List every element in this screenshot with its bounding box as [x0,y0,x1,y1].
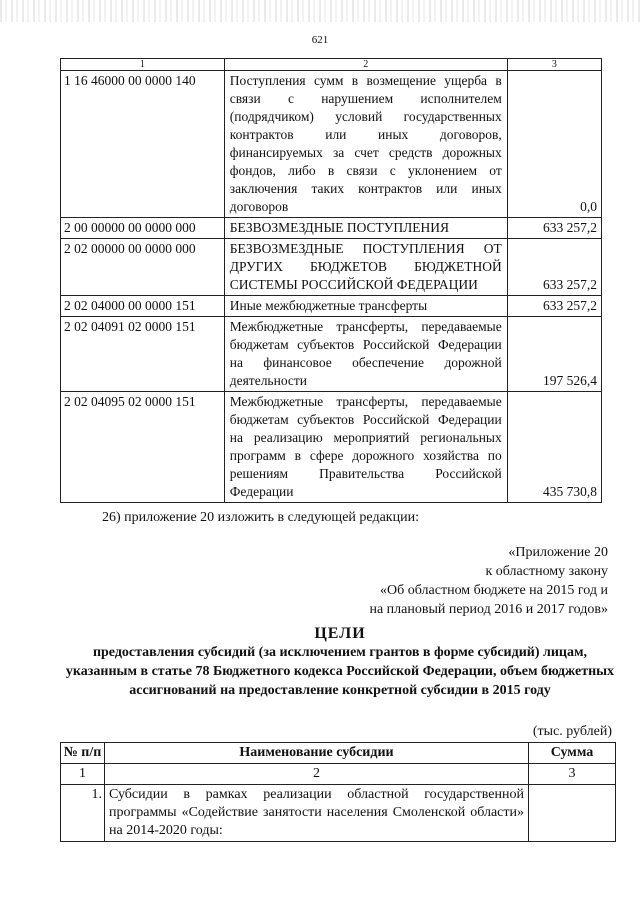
revenue-name: БЕЗВОЗМЕЗДНЫЕ ПОСТУПЛЕНИЯ ОТ ДРУГИХ БЮДЖЕТОВ БЮДЖЕТНОЙ СИСТЕМЫ РОССИЙСКОЙ ФЕДЕРАЦИИ [224,239,507,296]
annex-line: «Приложение 20 [508,545,608,560]
amendment-item: 26) приложение 20 изложить в следующей редакции: [102,510,419,525]
budget-code: 2 00 00000 00 0000 000 [61,218,225,239]
page-number: 621 [311,34,329,46]
revenue-name: Иные межбюджетные трансферты [224,296,507,317]
subsidy-name: Субсидии в рамках реализации областной государственной программы «Содействие занятости населения Смоленской области» на 2014-2020 годы: [105,785,529,842]
title-heading: ЦЕЛИ [314,625,366,642]
budget-code: 2 02 04095 02 0000 151 [61,392,225,503]
subsidy-sum [529,785,616,842]
budget-code: 2 02 04091 02 0000 151 [61,317,225,392]
revenue-name: Межбюджетные трансферты, передаваемые бюджетам субъектов Российской Федерации на реализацию мероприятий региональных программ в сфере дорожного хозяйства по решениям Правительства Российской Федерации [224,392,507,503]
index-cell: 3 [529,764,616,785]
budget-code: 2 02 00000 00 0000 000 [61,239,225,296]
col-header-name: Наименование субсидии [105,743,529,764]
col-header-2: 2 [224,59,507,71]
table-row [61,317,602,392]
unit-note: (тыс. рублей) [532,724,612,739]
revenue-name: Поступления сумм в возмещение ущерба в связи с нарушением исполнителем (подрядчиком) условий государственных контрактов или иных договоров, финансируемых за счет средств дорожных фондов, либо в связи с уклонением от заключения таких контрактов или иных договоров [224,71,507,218]
table-row [61,785,616,842]
amount: 0,0 [507,71,601,218]
amount: 435 730,8 [507,392,601,503]
index-cell: 1 [61,764,105,785]
budget-code: 2 02 04000 00 0000 151 [61,296,225,317]
table-row [61,239,602,296]
table-header-row [61,743,616,764]
table-row [61,71,602,218]
col-header-3: 3 [507,59,601,71]
table-row [61,296,602,317]
annex-line: «Об областном бюджете на 2015 год и [380,583,608,598]
title-body: предоставления субсидий (за исключением грантов в форме субсидий) лицам, указанным в статье 78 Бюджетного кодекса Российской Федерации, объем бюджетных ассигнований на предоставление конкретной субсидии в 2015 году [65,645,615,698]
table-row [61,218,602,239]
table-header-row [61,59,602,71]
annex-reference [369,543,608,619]
col-header-sum: Сумма [529,743,616,764]
amount: 197 526,4 [507,317,601,392]
scan-noise [0,0,640,22]
row-number: 1. [61,785,105,842]
revenue-name: БЕЗВОЗМЕЗДНЫЕ ПОСТУПЛЕНИЯ [224,218,507,239]
table-index-row [61,764,616,785]
table-row [61,392,602,503]
col-header-1: 1 [61,59,225,71]
revenue-table [60,58,602,503]
col-header-num: № п/п [61,743,105,764]
amount: 633 257,2 [507,218,601,239]
annex-line: на плановый период 2016 и 2017 годов» [369,602,608,617]
revenue-name: Межбюджетные трансферты, передаваемые бюджетам субъектов Российской Федерации на финансовое обеспечение дорожной деятельности [224,317,507,392]
budget-code: 1 16 46000 00 0000 140 [61,71,225,218]
amount: 633 257,2 [507,296,601,317]
index-cell: 2 [105,764,529,785]
annex-line: к областному закону [485,564,608,579]
document-title [60,624,620,700]
amount: 633 257,2 [507,239,601,296]
subsidy-table [60,742,616,842]
